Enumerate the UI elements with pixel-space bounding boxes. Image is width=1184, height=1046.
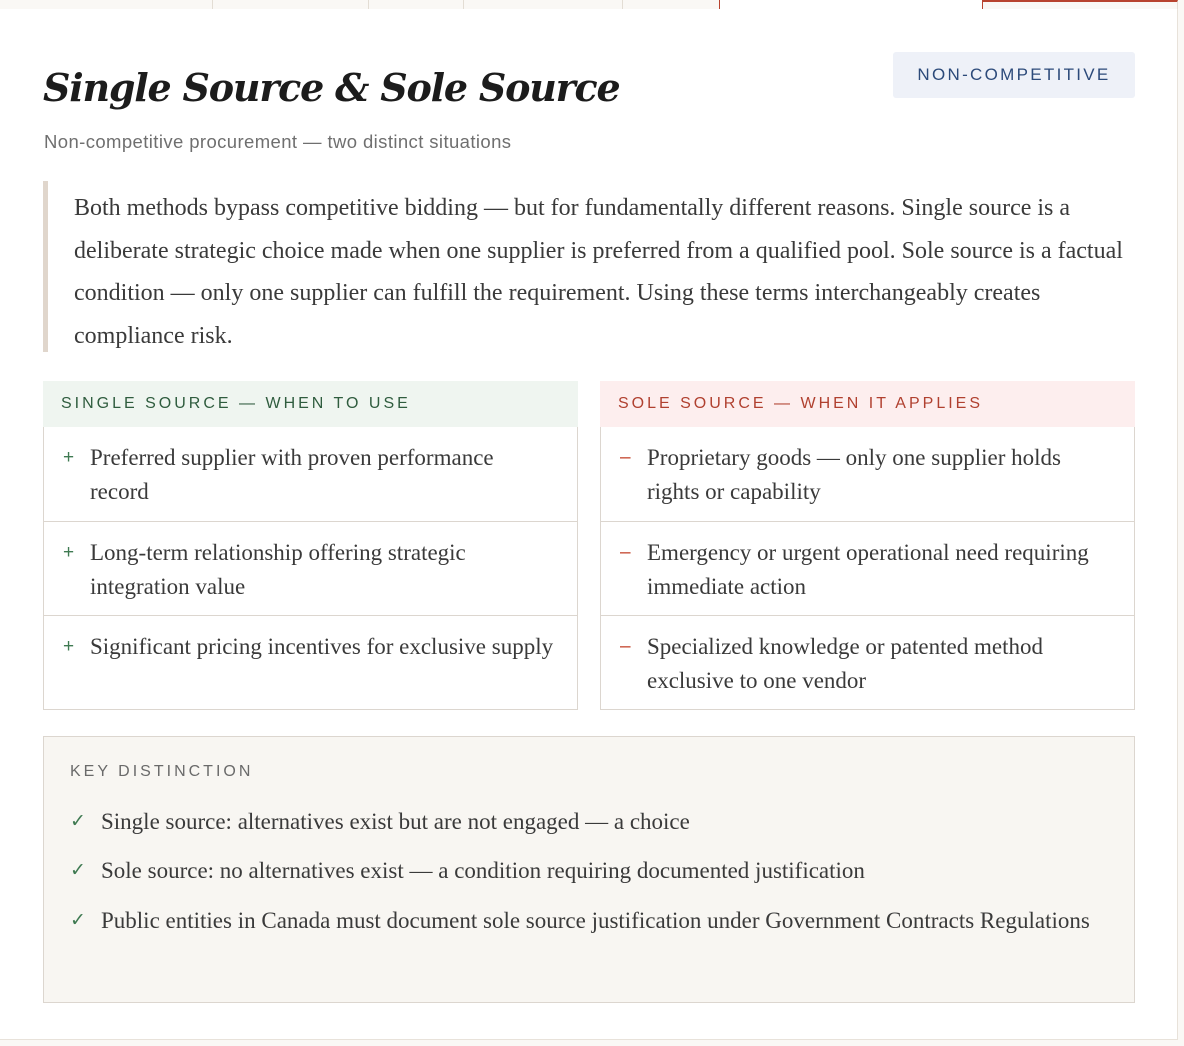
minus-icon: – (620, 447, 631, 468)
category-badge: NON-COMPETITIVE (893, 52, 1135, 98)
tab-4[interactable] (464, 0, 623, 9)
list-item (601, 615, 1134, 709)
list-item (44, 427, 577, 521)
tab-1[interactable] (0, 0, 213, 9)
single-source-list (43, 427, 578, 710)
tab-active[interactable] (720, 0, 982, 9)
check-icon: ✓ (70, 859, 86, 881)
list-item (601, 427, 1134, 521)
plus-icon: + (63, 542, 75, 563)
check-icon: ✓ (70, 909, 86, 931)
tab-5[interactable] (623, 0, 720, 9)
key-distinction-text: Public entities in Canada must document sole source justification under Government Contracts Regulations (101, 908, 1090, 933)
content-card (0, 9, 1178, 1040)
plus-icon: + (63, 447, 75, 468)
plus-icon: + (63, 636, 75, 657)
page-subtitle: Non-competitive procurement — two distinct situations (44, 131, 512, 152)
tab-2[interactable] (213, 0, 369, 9)
list-item-text: Preferred supplier with proven performance record (90, 445, 494, 504)
page-title: Single Source & Sole Source (43, 65, 620, 110)
minus-icon: – (620, 636, 631, 657)
list-item-text: Long-term relationship offering strategic integration value (90, 540, 466, 599)
tab-accent[interactable] (982, 0, 1178, 9)
check-icon: ✓ (70, 810, 86, 832)
list-item (44, 521, 577, 615)
key-distinction-item (70, 903, 1110, 938)
list-item-text: Specialized knowledge or patented method exclusive to one vendor (647, 634, 1043, 693)
lead-quote: Both methods bypass competitive bidding — but for fundamentally different reasons. Single source is a deliberate strategic choice made when one supplier is preferred from a qualified pool. Sole source is a factual condition — only one supplier can fulfill the requirement. Using these terms interchangeably creates compliance risk. (43, 181, 1123, 352)
key-distinction-item (70, 804, 1110, 839)
list-item (44, 615, 577, 709)
list-item-text: Significant pricing incentives for exclusive supply (90, 634, 554, 659)
single-source-column (43, 381, 578, 710)
key-distinction-box (43, 736, 1135, 1003)
sole-source-column (600, 381, 1135, 710)
tab-strip (0, 0, 1184, 9)
sole-source-list (600, 427, 1135, 710)
sole-source-heading: SOLE SOURCE — WHEN IT APPLIES (600, 381, 1135, 427)
list-item-text: Emergency or urgent operational need requiring immediate action (647, 540, 1089, 599)
list-item-text: Proprietary goods — only one supplier holds rights or capability (647, 445, 1061, 504)
single-source-heading: SINGLE SOURCE — WHEN TO USE (43, 381, 578, 427)
key-distinction-text: Sole source: no alternatives exist — a condition requiring documented justification (101, 858, 865, 883)
minus-icon: – (620, 542, 631, 563)
key-distinction-heading: KEY DISTINCTION (70, 763, 254, 780)
key-distinction-item (70, 853, 1110, 888)
list-item (601, 521, 1134, 615)
tab-3[interactable] (369, 0, 464, 9)
key-distinction-text: Single source: alternatives exist but are not engaged — a choice (101, 809, 690, 834)
